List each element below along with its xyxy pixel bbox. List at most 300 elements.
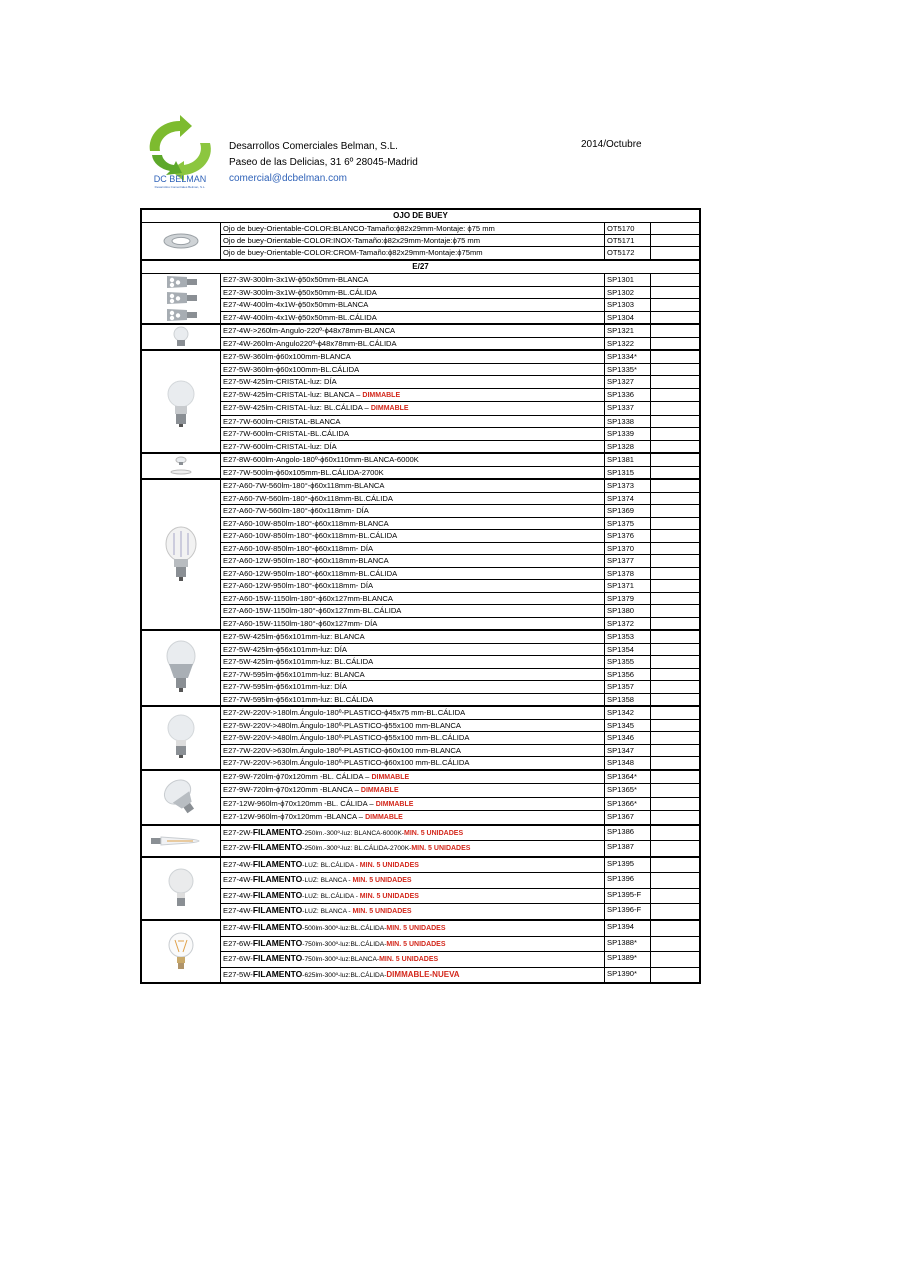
table-row	[221, 618, 699, 630]
table-row	[221, 312, 699, 324]
blank-cell	[651, 493, 699, 505]
blank-cell	[651, 720, 699, 732]
product-image-cell	[142, 707, 221, 769]
table-row	[221, 287, 699, 300]
description-text: E27-A60-15W-1150lm-180°-ϕ60x127mm-BL.CÁLIDA	[223, 606, 402, 615]
description-text: E27-4W-	[223, 890, 253, 900]
description-text: -LUZ: BL.CÁLIDA -	[302, 892, 360, 900]
product-description	[221, 505, 605, 517]
product-code: SP1388*	[605, 937, 651, 952]
product-description	[221, 454, 605, 466]
blank-cell	[651, 428, 699, 440]
product-description	[221, 416, 605, 428]
product-description	[221, 428, 605, 440]
table-row	[221, 605, 699, 618]
description-text: E27-A60-10W-850lm-180°-ϕ60x118mm-BL.CÁLIDA	[223, 531, 398, 540]
product-description	[221, 274, 605, 286]
table-row	[221, 745, 699, 758]
description-text: -LUZ: BLANCA -	[302, 908, 353, 916]
product-code: SP1321	[605, 325, 651, 337]
product-image-cell	[142, 223, 221, 259]
product-description	[221, 771, 605, 784]
product-description	[221, 555, 605, 567]
product-description	[221, 364, 605, 376]
description-text: FILAMENTO	[252, 889, 303, 900]
product-code: SP1354	[605, 644, 651, 656]
product-image-cell	[142, 274, 221, 323]
table-row	[221, 968, 699, 983]
blank-cell	[651, 223, 699, 234]
highlight-note: MIN. 5 UNIDADES	[359, 861, 419, 869]
description-text: E27-3W-300lm-3x1W-ϕ50x50mm-BLANCA	[223, 275, 369, 284]
product-description	[221, 467, 605, 479]
table-row	[221, 493, 699, 506]
filament-clear-bulb-icon	[161, 930, 201, 974]
description-text: FILAMENTO	[252, 905, 303, 916]
product-group	[142, 325, 699, 351]
table-row	[221, 811, 699, 824]
spot-lamp-icon	[161, 307, 201, 323]
product-description	[221, 952, 605, 967]
product-description	[221, 593, 605, 605]
blank-cell	[651, 505, 699, 517]
description-text: E27-9W-720lm-ϕ70x120mm -BLANCA –	[223, 785, 361, 794]
description-text: E27-5W-425lm-CRISTAL-luz: BLANCA –	[223, 389, 363, 399]
description-text: E27-A60-10W-850lm-180°-ϕ60x118mm-BLANCA	[223, 518, 389, 528]
product-code: SP1387	[605, 841, 651, 856]
product-description	[221, 631, 605, 643]
table-row	[221, 707, 699, 720]
description-text: E27-5W-425lm-CRISTAL-luz: BL.CÁLIDA –	[223, 403, 371, 412]
table-row	[221, 841, 699, 856]
product-code: SP1394	[605, 921, 651, 936]
table-row	[221, 247, 699, 259]
table-row	[221, 299, 699, 312]
product-code: SP1303	[605, 299, 651, 311]
description-text: FILAMENTO	[252, 858, 303, 869]
product-description	[221, 841, 605, 856]
product-code: SP1375	[605, 518, 651, 530]
product-code: SP1346	[605, 732, 651, 744]
table-row	[221, 338, 699, 350]
table-row	[221, 428, 699, 441]
product-code: SP1374	[605, 493, 651, 505]
table-row	[221, 364, 699, 377]
product-description	[221, 325, 605, 337]
product-code: SP1336	[605, 389, 651, 402]
description-text: E27-A60-7W-560lm-180°-ϕ60x118mm-BLANCA	[223, 481, 385, 490]
product-code: SP1339	[605, 428, 651, 440]
description-text: E27-A60-12W-950lm-180°-ϕ60x118mm- DÍA	[223, 581, 374, 590]
blank-cell	[651, 694, 699, 706]
blank-cell	[651, 441, 699, 453]
product-image-cell	[142, 454, 221, 478]
description-text: E27-12W-960lm-ϕ70x120mm -BLANCA –	[223, 812, 366, 821]
product-code: SP1372	[605, 618, 651, 630]
product-code: SP1345	[605, 720, 651, 732]
product-description	[221, 732, 605, 744]
product-code: SP1396	[605, 873, 651, 888]
table-row	[221, 732, 699, 745]
highlight-note: DIMMABLE-NUEVA	[386, 969, 460, 979]
product-code: SP1353	[605, 631, 651, 643]
section-header: E/27	[142, 261, 699, 274]
product-code: SP1357	[605, 681, 651, 693]
description-text: Ojo de buey-Orientable-COLOR:CROM-Tamaño:ϕ82x29mm-Montaje:ϕ75mm	[223, 248, 483, 257]
description-text: FILAMENTO	[252, 953, 303, 964]
description-text: E27-9W-720lm-ϕ70x120mm -BL. CÁLIDA –	[223, 771, 372, 781]
table-row	[221, 555, 699, 568]
product-description	[221, 669, 605, 681]
product-image-cell	[142, 325, 221, 349]
blank-cell	[651, 467, 699, 479]
blank-cell	[651, 274, 699, 286]
blank-cell	[651, 235, 699, 246]
table-row	[221, 351, 699, 364]
blank-cell	[651, 707, 699, 719]
product-description	[221, 858, 605, 873]
company-address: Paseo de las Delicias, 31 6º 28045-Madrid	[229, 157, 418, 168]
description-text: -500lm-300º-luz:BL.CÁLIDA-	[302, 925, 387, 933]
table-row	[221, 325, 699, 338]
description-text: E27-A60-12W-950lm-180°-ϕ60x118mm-BLANCA	[223, 556, 389, 565]
product-group	[142, 351, 699, 454]
product-description	[221, 568, 605, 580]
aluminium-bulb-icon	[161, 638, 201, 698]
product-description	[221, 247, 605, 259]
product-code: SP1367	[605, 811, 651, 824]
product-code: SP1348	[605, 757, 651, 769]
table-row	[221, 376, 699, 389]
product-code: SP1328	[605, 441, 651, 453]
product-description	[221, 223, 605, 234]
product-group	[142, 771, 699, 826]
blank-cell	[651, 937, 699, 952]
product-image-cell	[142, 921, 221, 982]
highlight-note: MIN. 5 UNIDADES	[386, 940, 446, 948]
blank-cell	[651, 312, 699, 324]
plastic-bulb-icon	[161, 708, 201, 768]
product-code: SP1396-F	[605, 904, 651, 919]
description-text: E27-5W-360lm-ϕ60x100mm-BLANCA	[223, 352, 351, 361]
description-text: E27-2W-	[223, 827, 253, 837]
description-text: FILAMENTO	[252, 937, 303, 948]
product-description	[221, 376, 605, 388]
description-text: E27-7W-220V->630lm.Ángulo-180º-PLASTICO-ϕ60x100 mm-BLANCA	[223, 745, 461, 755]
product-description	[221, 681, 605, 693]
product-group	[142, 631, 699, 707]
spot-lamp-icon	[161, 274, 201, 290]
company-name: Desarrollos Comerciales Belman, S.L.	[229, 141, 398, 152]
product-code: SP1366*	[605, 798, 651, 811]
description-text: -250lm.-300º-luz: BL.CÁLIDA-2700K-	[302, 845, 412, 853]
blank-cell	[651, 757, 699, 769]
table-row	[221, 593, 699, 606]
description-text: FILAMENTO	[252, 874, 303, 885]
description-text: E27-A60-15W-1150lm-180°-ϕ60x127mm-BLANCA	[223, 593, 393, 603]
downlight-ring-icon	[161, 231, 201, 251]
description-text: E27-5W-425lm-ϕ56x101mm-luz: BL.CÁLIDA	[223, 657, 374, 666]
product-code: SP1369	[605, 505, 651, 517]
description-text: E27-4W-	[223, 859, 253, 869]
product-description	[221, 798, 605, 811]
blank-cell	[651, 921, 699, 936]
blank-cell	[651, 656, 699, 668]
table-row	[221, 467, 699, 479]
description-text: -LUZ: BLANCA -	[302, 877, 353, 885]
description-text: E27-4W-400lm-4x1W-ϕ50x50mm-BLANCA	[223, 300, 369, 309]
table-row	[221, 454, 699, 467]
highlight-note: MIN. 5 UNIDADES	[386, 925, 446, 933]
blank-cell	[651, 364, 699, 376]
description-text: E27-7W-600lm-CRISTAL-BLANCA	[223, 416, 341, 426]
svg-text:Desarrollos Comerciales Belman: Desarrollos Comerciales Belman, S.L.	[154, 185, 206, 189]
product-code: SP1370	[605, 543, 651, 555]
blank-cell	[651, 376, 699, 388]
product-description	[221, 235, 605, 246]
description-text: FILAMENTO	[252, 922, 303, 933]
table-row	[221, 402, 699, 416]
product-description	[221, 543, 605, 555]
table-row	[221, 518, 699, 531]
table-row	[221, 644, 699, 657]
product-description	[221, 873, 605, 888]
product-code: SP1356	[605, 669, 651, 681]
product-code: SP1377	[605, 555, 651, 567]
highlight-note: MIN. 5 UNIDADES	[352, 877, 412, 885]
highlight-note: MIN. 5 UNIDADES	[404, 829, 464, 837]
blank-cell	[651, 798, 699, 811]
document-header	[140, 115, 700, 190]
table-row	[221, 720, 699, 733]
product-description	[221, 389, 605, 402]
description-text: FILAMENTO	[252, 968, 303, 979]
product-code: SP1327	[605, 376, 651, 388]
description-text: E27-A60-7W-560lm-180°-ϕ60x118mm- DÍA	[223, 506, 369, 515]
product-description	[221, 720, 605, 732]
product-code: SP1373	[605, 480, 651, 492]
product-code: SP1315	[605, 467, 651, 479]
description-text: E27-5W-220V->480lm.Ángulo-180º-PLASTICO-ϕ55x100 mm-BL.CÁLIDA	[223, 733, 470, 742]
product-group	[142, 454, 699, 480]
table-row	[221, 937, 699, 953]
table-row	[221, 568, 699, 581]
product-image-cell	[142, 351, 221, 452]
filament-frosted-bulb-icon	[161, 866, 201, 910]
blank-cell	[651, 732, 699, 744]
table-row	[221, 505, 699, 518]
description-text: Ojo de buey-Orientable-COLOR:BLANCO-Tamaño:ϕ82x29mm-Montaje: ϕ75 mm	[223, 224, 495, 233]
blank-cell	[651, 568, 699, 580]
description-text: E27-4W-260lm-Angulo220º-ϕ48x78mm-BL.CÁLIDA	[223, 338, 397, 348]
product-code: OT5172	[605, 247, 651, 259]
blank-cell	[651, 771, 699, 784]
table-row	[221, 784, 699, 798]
description-text: E27-4W-	[223, 906, 253, 916]
flat-bulb-icon	[161, 455, 201, 477]
product-code: SP1364*	[605, 771, 651, 784]
table-row	[221, 441, 699, 453]
blank-cell	[651, 287, 699, 299]
tilted-bulb-icon	[161, 777, 201, 817]
table-row	[221, 952, 699, 968]
description-text: -250lm.-300º-luz: BLANCA-6000K-	[302, 829, 404, 837]
product-group	[142, 274, 699, 325]
description-text: E27-6W-	[223, 954, 253, 964]
description-text: E27-12W-960lm-ϕ70x120mm -BL. CÁLIDA –	[223, 798, 376, 808]
description-text: E27-8W-600lm-Angolo-180º-ϕ60x110mm-BLANCA-6000K	[223, 455, 419, 464]
description-text: -750lm-300º-luz:BLANCA-	[302, 956, 380, 964]
description-text: E27-2W-220V->180lm.Ángulo-180º-PLASTICO-ϕ45x75 mm-BL.CÁLIDA	[223, 708, 466, 717]
product-description	[221, 745, 605, 757]
product-code: SP1335*	[605, 364, 651, 376]
document-date: 2014/Octubre	[581, 139, 642, 150]
description-text: FILAMENTO	[252, 842, 303, 853]
highlight-note: MIN. 5 UNIDADES	[379, 956, 439, 964]
filament-candle-icon	[149, 832, 213, 850]
blank-cell	[651, 784, 699, 797]
table-row	[221, 580, 699, 593]
product-group	[142, 921, 699, 982]
table-row	[221, 858, 699, 874]
description-text: E27-4W-	[223, 875, 253, 885]
table-row	[221, 826, 699, 842]
product-image-cell	[142, 480, 221, 629]
highlight-note: MIN. 5 UNIDADES	[352, 908, 412, 916]
product-image-cell	[142, 631, 221, 705]
blank-cell	[651, 811, 699, 824]
blank-cell	[651, 952, 699, 967]
blank-cell	[651, 299, 699, 311]
product-description	[221, 312, 605, 324]
product-description	[221, 299, 605, 311]
product-code: SP1395-F	[605, 889, 651, 904]
description-text: -LUZ: BL.CÁLIDA -	[302, 861, 360, 869]
product-description	[221, 338, 605, 350]
product-code: SP1302	[605, 287, 651, 299]
company-email-link[interactable]: comercial@dcbelman.com	[229, 173, 347, 184]
description-text: E27-5W-	[223, 969, 253, 979]
product-code: SP1379	[605, 593, 651, 605]
product-code: SP1371	[605, 580, 651, 592]
product-code: SP1358	[605, 694, 651, 706]
highlight-note: DIMMABLE	[375, 800, 414, 808]
product-description	[221, 811, 605, 824]
table-row	[221, 889, 699, 905]
description-text: E27-7W-600lm-CRISTAL-luz: DÍA	[223, 441, 337, 451]
product-image-cell	[142, 771, 221, 824]
description-text: E27-5W-360lm-ϕ60x100mm-BL.CÁLIDA	[223, 364, 360, 374]
blank-cell	[651, 968, 699, 983]
description-text: E27-4W-400lm-4x1W-ϕ50x50mm-BL.CÁLIDA	[223, 312, 377, 322]
blank-cell	[651, 530, 699, 542]
highlight-note: MIN. 5 UNIDADES	[411, 845, 471, 853]
blank-cell	[651, 593, 699, 605]
table-row	[221, 631, 699, 644]
product-description	[221, 904, 605, 919]
product-code: SP1301	[605, 274, 651, 286]
product-description	[221, 694, 605, 706]
product-group	[142, 826, 699, 858]
blank-cell	[651, 669, 699, 681]
description-text: E27-A60-12W-950lm-180°-ϕ60x118mm-BL.CÁLIDA	[223, 568, 398, 578]
description-text: E27-A60-15W-1150lm-180°-ϕ60x127mm- DÍA	[223, 618, 378, 628]
description-text: E27-5W-425lm-CRISTAL-luz: DÍA	[223, 377, 337, 386]
product-code: SP1334*	[605, 351, 651, 363]
table-row	[221, 681, 699, 694]
product-code: OT5170	[605, 223, 651, 234]
product-description	[221, 441, 605, 453]
product-code: SP1338	[605, 416, 651, 428]
blank-cell	[651, 858, 699, 873]
product-code: SP1322	[605, 338, 651, 350]
globe-bulb-icon	[161, 372, 201, 432]
blank-cell	[651, 826, 699, 841]
product-code: SP1355	[605, 656, 651, 668]
product-description	[221, 618, 605, 630]
description-text: E27-6W-	[223, 938, 253, 948]
product-group	[142, 707, 699, 771]
product-code: SP1395	[605, 858, 651, 873]
product-description	[221, 644, 605, 656]
blank-cell	[651, 389, 699, 402]
highlight-note: DIMMABLE	[371, 773, 410, 781]
blank-cell	[651, 631, 699, 643]
description-text: E27-5W-425lm-ϕ56x101mm-luz: DÍA	[223, 644, 347, 654]
product-group	[142, 480, 699, 631]
description-text: E27-5W-220V->480lm.Ángulo-180º-PLASTICO-ϕ55x100 mm-BLANCA	[223, 720, 461, 730]
product-code: SP1389*	[605, 952, 651, 967]
blank-cell	[651, 904, 699, 919]
highlight-note: DIMMABLE	[370, 405, 409, 412]
table-row	[221, 757, 699, 769]
product-image-cell	[142, 826, 221, 856]
table-row	[221, 416, 699, 429]
description-text: E27-7W-600lm-CRISTAL-BL.CÁLIDA	[223, 429, 349, 438]
blank-cell	[651, 555, 699, 567]
description-text: E27-2W-	[223, 843, 253, 853]
product-code: SP1337	[605, 402, 651, 415]
table-row	[221, 921, 699, 937]
table-row	[221, 223, 699, 235]
product-code: OT5171	[605, 235, 651, 246]
product-description	[221, 605, 605, 617]
product-description	[221, 889, 605, 904]
product-code: SP1342	[605, 707, 651, 719]
spot-lamp-icon	[161, 290, 201, 306]
blank-cell	[651, 416, 699, 428]
blank-cell	[651, 338, 699, 350]
product-code: SP1380	[605, 605, 651, 617]
product-code: SP1365*	[605, 784, 651, 797]
blank-cell	[651, 518, 699, 530]
company-logo	[140, 115, 220, 190]
description-text: E27-A60-10W-850lm-180°-ϕ60x118mm- DÍA	[223, 543, 374, 553]
blank-cell	[651, 644, 699, 656]
highlight-note: DIMMABLE	[365, 814, 403, 821]
blank-cell	[651, 873, 699, 888]
highlight-note: DIMMABLE	[360, 787, 399, 794]
product-description	[221, 518, 605, 530]
blank-cell	[651, 454, 699, 466]
description-text: E27-A60-7W-560lm-180°-ϕ60x118mm-BL.CÁLIDA	[223, 493, 393, 503]
description-text: E27-4W-	[223, 923, 253, 933]
description-text: Ojo de buey-Orientable-COLOR:INOX-Tamaño:ϕ82x29mm-Montaje:ϕ75 mm	[223, 236, 481, 245]
product-description	[221, 287, 605, 299]
description-text: E27-7W-595lm-ϕ56x101mm-luz: DÍA	[223, 682, 347, 691]
table-row	[221, 480, 699, 493]
table-row	[221, 389, 699, 403]
